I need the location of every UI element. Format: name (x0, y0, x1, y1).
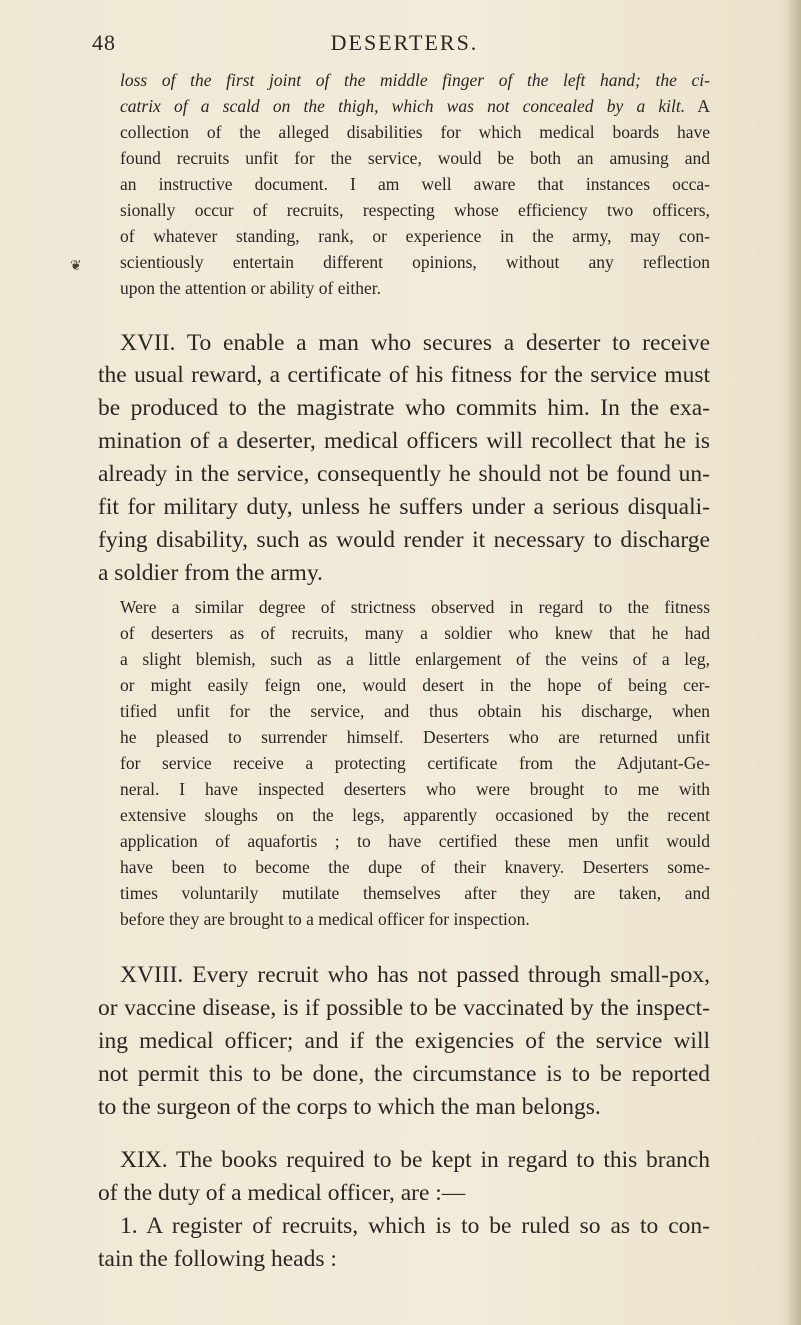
text-line: already in the service, consequently he should not be found un- (98, 461, 710, 487)
text-line: fying disability, such as would render it necessary to discharge (98, 527, 710, 553)
text-line: the usual reward, a certificate of his fitness for the service must (98, 362, 710, 388)
text-line: ing medical officer; and if the exigencies of the service will (98, 1028, 710, 1054)
text-line: or vaccine disease, is if possible to be vaccinated by the inspect- (98, 995, 710, 1021)
text-line: for service receive a protecting certificate from the Adjutant-Ge- (120, 753, 710, 773)
margin-mark: ❦ (70, 258, 82, 274)
page-header (0, 28, 801, 62)
text-line: have been to become the dupe of their knavery. Deserters some- (120, 857, 710, 877)
text-line: collection of the alleged disabilities for which medical boards have (120, 122, 710, 142)
text-line: be produced to the magistrate who commits him. In the exa- (98, 395, 710, 421)
text-line: XVII. To enable a man who secures a deserter to receive (120, 330, 710, 356)
text-line: before they are brought to a medical officer for inspection. (120, 909, 530, 929)
running-head: DESERTERS. (330, 30, 479, 55)
text-line: times voluntarily mutilate themselves after they are taken, and (120, 883, 710, 903)
text-line: fit for military duty, unless he suffers under a serious disquali- (98, 494, 710, 520)
text-line: extensive sloughs on the legs, apparently occasioned by the recent (120, 805, 710, 825)
text-line: an instructive document. I am well aware that instances occa- (120, 174, 710, 194)
text-line: tified unfit for the service, and thus obtain his discharge, when (120, 701, 710, 721)
text-line: XVIII. Every recruit who has not passed through small-pox, (120, 962, 710, 988)
page-edge-shadow (787, 0, 801, 1325)
text-line: of deserters as of recruits, many a soldier who knew that he had (120, 623, 710, 643)
text-line: XIX. The books required to be kept in regard to this branch (120, 1147, 710, 1173)
text-line: or might easily feign one, would desert in the hope of being cer- (120, 675, 710, 695)
text-line: to the surgeon of the corps to which the man belongs. (98, 1094, 601, 1120)
text-line: a slight blemish, such as a little enlargement of the veins of a leg, (120, 649, 710, 669)
text-line: found recruits unfit for the service, would be both an amusing and (120, 148, 710, 168)
text-line: loss of the first joint of the middle finger of the left hand; the ci- (120, 70, 710, 90)
text-line: of the duty of a medical officer, are :— (98, 1180, 466, 1206)
text-line: upon the attention or ability of either. (120, 278, 381, 298)
text-line: sionally occur of recruits, respecting whose efficiency two officers, (120, 200, 710, 220)
text-line: scientiously entertain different opinions, without any reflection (120, 252, 710, 272)
text-line: Were a similar degree of strictness observed in regard to the fitness (120, 597, 710, 617)
text-line: he pleased to surrender himself. Deserters who are returned unfit (120, 727, 710, 747)
text-line: application of aquafortis ; to have certified these men unfit would (120, 831, 710, 851)
text-line: tain the following heads : (98, 1246, 337, 1272)
text-line: neral. I have inspected deserters who were brought to me with (120, 779, 710, 799)
text-line: of whatever standing, rank, or experience in the army, may con- (120, 226, 710, 246)
text-line: not permit this to be done, the circumstance is to be reported (98, 1061, 710, 1087)
text-line: a soldier from the army. (98, 560, 323, 586)
page-number: 48 (92, 30, 116, 55)
text-line: mination of a deserter, medical officers will recollect that he is (98, 428, 710, 454)
text-line: 1. A register of recruits, which is to be ruled so as to con- (120, 1213, 710, 1239)
text-line: catrix of a scald on the thigh, which was not concealed by a kilt. A (120, 96, 710, 116)
